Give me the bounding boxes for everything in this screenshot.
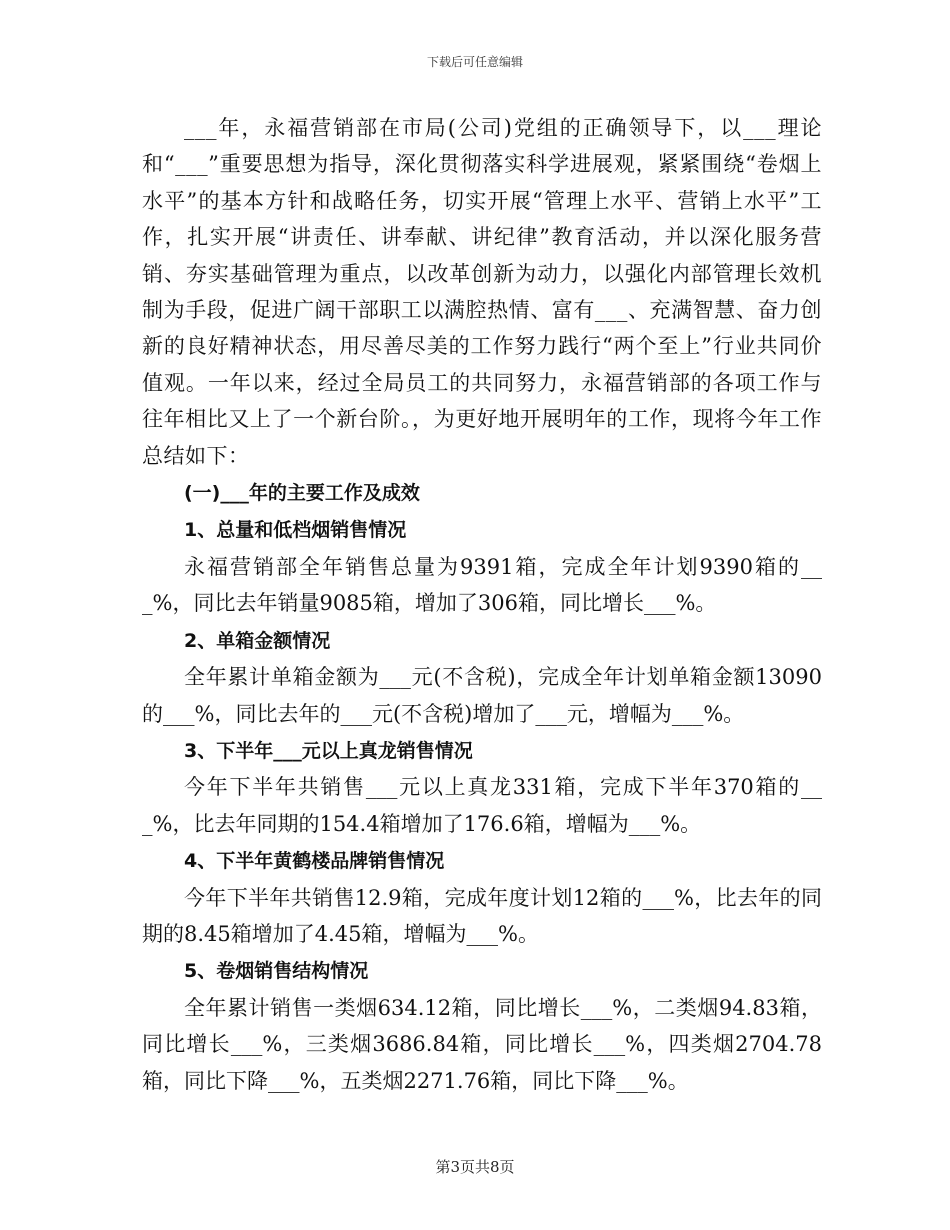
item-paragraph: 全年累计销售一类烟634.12箱，同比增长___%，二类烟94.83箱，同比增长___%，三类烟3686.84箱，同比增长___%，四类烟2704.78箱，同比下降___%，五类烟2271.76箱，同比下降___%。 <box>142 995 822 1093</box>
item-paragraph: 永福营销部全年销售总量为9391箱，完成全年计划9390箱的___%，同比去年销量9085箱，增加了306箱，同比增长___%。 <box>142 554 822 616</box>
item-heading: 4、下半年黄鹤楼品牌销售情况 <box>184 850 445 873</box>
item-paragraph: 今年下半年共销售12.9箱，完成年度计划12箱的___%，比去年的同期的8.45箱增加了4.45箱，增幅为___%。 <box>142 885 822 946</box>
item-heading: 1、总量和低档烟销售情况 <box>184 519 407 542</box>
document-body <box>142 110 822 1099</box>
page-footer-number: 第3页共8页 <box>435 1158 515 1176</box>
intro-paragraph: ___年，永福营销部在市局(公司)党组的正确领导下，以___理论和“___”重要思想为指导，深化贯彻落实科学进展观，紧紧围绕“卷烟上水平”的基本方针和战略任务，切实开展“管理上水平、营销上水平”工作，扎实开展“讲责任、讲奉献、讲纪律”教育活动，并以深化服务营销、夯实基础管理为重点，以改革创新为动力，以强化内部管理长效机制为手段，促进广阔干部职工以满腔热情、富有___、充满智慧、奋力创新的良好精神状态，用尽善尽美的工作努力践行“两个至上”行业共同价值观。一年以来，经过全局员工的共同努力，永福营销部的各项工作与往年相比又上了一个新台阶。，为更好地开展明年的工作，现将今年工作总结如下： <box>142 116 822 468</box>
item-paragraph: 全年累计单箱金额为___元(不含税)，完成全年计划单箱金额13090的___%，同比去年的___元(不含税)增加了___元，增幅为___%。 <box>142 665 822 726</box>
section-heading: (一)___年的主要工作及成效 <box>184 482 420 505</box>
item-heading: 3、下半年___元以上真龙销售情况 <box>184 739 473 762</box>
item-heading: 5、卷烟销售结构情况 <box>184 960 369 983</box>
item-heading: 2、单箱金额情况 <box>184 629 331 652</box>
page-header-note: 下载后可任意编辑 <box>426 55 523 69</box>
item-paragraph: 今年下半年共销售___元以上真龙331箱，完成下半年370箱的___%，比去年同期的154.4箱增加了176.6箱，增幅为___%。 <box>142 775 822 836</box>
